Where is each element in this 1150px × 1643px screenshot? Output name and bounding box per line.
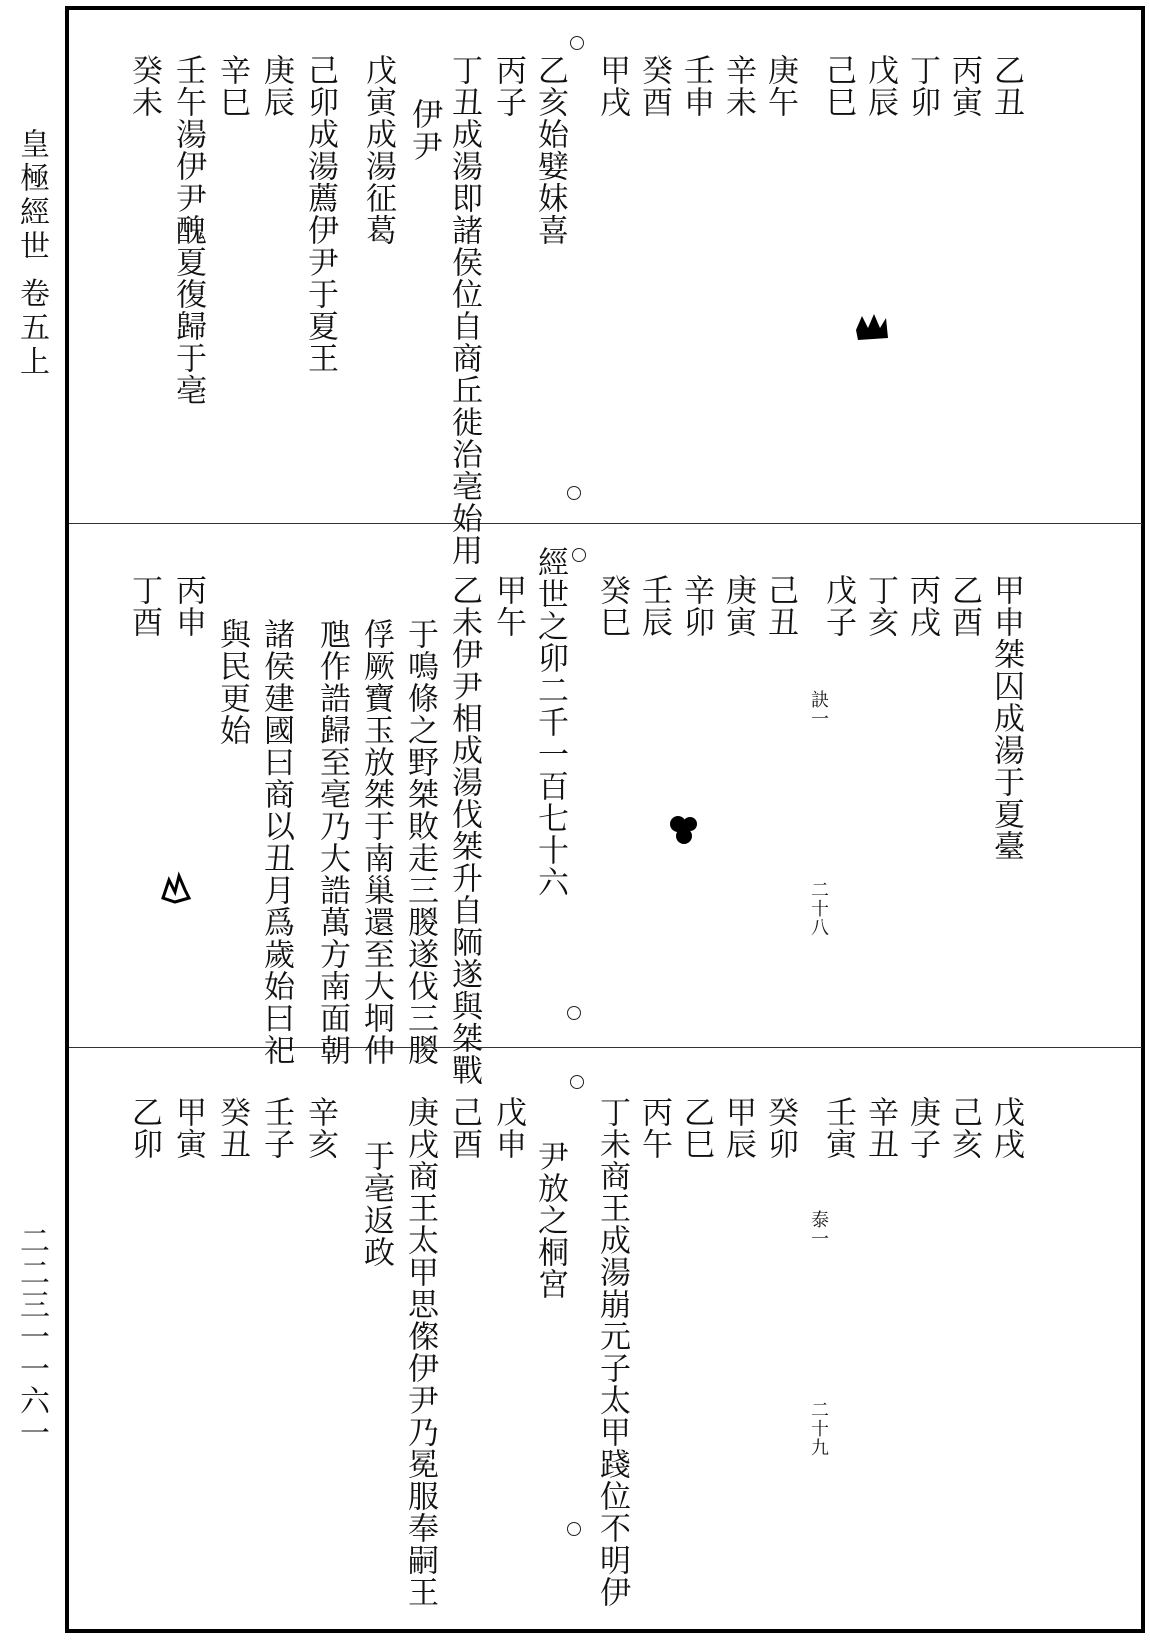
circle-mark	[572, 548, 586, 562]
seal-mark-icon	[852, 308, 892, 357]
year-entry: 乙丑	[988, 54, 1024, 118]
year-entry: 甲戌	[594, 54, 630, 118]
year-entry: 戊申	[490, 1096, 526, 1160]
year-entry: 乙卯	[126, 1096, 162, 1160]
year-entry: 甲辰	[720, 1096, 756, 1160]
year-entry: 庚午	[762, 54, 798, 118]
year-entry: 戊寅成湯征葛	[360, 54, 396, 246]
year-entry: 辛巳	[214, 54, 250, 118]
continuation-line: 尹放之桐宮	[532, 1140, 568, 1300]
year-entry: 壬午湯伊尹醜夏復歸于亳	[170, 54, 206, 406]
page-number: 二二三一一六一	[14, 1225, 49, 1449]
year-entry: 庚寅	[720, 574, 756, 638]
year-entry: 戊辰	[862, 54, 898, 118]
year-entry: 乙亥始嬖妺喜	[532, 54, 568, 246]
year-entry: 丙子	[490, 54, 526, 118]
marginal-note: 泰一	[808, 1210, 829, 1248]
year-entry: 庚子	[904, 1096, 940, 1160]
year-entry: 癸卯	[762, 1096, 798, 1160]
circle-mark	[567, 1006, 581, 1020]
year-entry: 丁未商王成湯崩元子太甲踐位不明伊	[594, 1096, 630, 1608]
cycle-heading: 經世之卯二千一百七十六	[532, 546, 568, 898]
year-entry: 甲申桀囚成湯于夏臺	[988, 574, 1024, 862]
year-entry: 甲午	[490, 574, 526, 638]
continuation-line: 伊尹	[406, 98, 442, 162]
year-entry: 辛卯	[678, 574, 714, 638]
year-entry: 戊戌	[988, 1096, 1024, 1160]
continuation-line: 虺作誥歸至亳乃大誥萬方南面朝	[314, 618, 350, 1066]
year-entry: 辛亥	[302, 1096, 338, 1160]
book-title: 皇極經世 卷五上	[14, 128, 49, 380]
continuation-line: 與民更始	[214, 618, 250, 746]
year-entry: 丙申	[170, 574, 206, 638]
year-entry: 壬子	[258, 1096, 294, 1160]
year-entry: 丙午	[636, 1096, 672, 1160]
year-entry: 辛未	[720, 54, 756, 118]
year-entry: 丁丑成湯即諸侯位自商丘徙治亳始用	[446, 54, 482, 566]
marginal-note: 訣一	[808, 690, 829, 728]
section-divider	[69, 1047, 1142, 1048]
year-entry: 庚戌商王太甲思𠍇伊尹乃冕服奉嗣王	[402, 1096, 438, 1608]
year-entry: 丙寅	[946, 54, 982, 118]
year-entry: 癸酉	[636, 54, 672, 118]
year-entry: 丙戌	[904, 574, 940, 638]
marginal-note: 二十九	[808, 1400, 829, 1457]
year-entry: 己卯成湯薦伊尹于夏王	[302, 54, 338, 374]
continuation-line: 于鳴條之野桀敗走三朡遂伐三朡	[402, 618, 438, 1066]
year-entry: 壬寅	[820, 1096, 856, 1160]
section-divider	[69, 523, 1142, 524]
year-entry: 乙巳	[678, 1096, 714, 1160]
year-entry: 乙未伊尹相成湯伐桀升自陑遂與桀戰	[446, 574, 482, 1086]
circle-mark	[570, 36, 584, 50]
year-entry: 己丑	[762, 574, 798, 638]
year-entry: 戊子	[820, 574, 856, 638]
year-entry: 癸丑	[214, 1096, 250, 1160]
year-entry: 丁亥	[862, 574, 898, 638]
year-entry: 辛丑	[862, 1096, 898, 1160]
circle-mark	[567, 1522, 581, 1536]
year-entry: 甲寅	[170, 1096, 206, 1160]
year-entry: 癸巳	[594, 574, 630, 638]
year-entry: 壬申	[678, 54, 714, 118]
continuation-line: 于亳返政	[358, 1140, 394, 1268]
ink-blot-icon	[664, 810, 704, 859]
year-entry: 己酉	[446, 1096, 482, 1160]
year-entry: 己巳	[820, 54, 856, 118]
year-entry: 乙酉	[946, 574, 982, 638]
year-entry: 癸未	[126, 54, 162, 118]
year-entry: 壬辰	[636, 574, 672, 638]
year-entry: 丁卯	[904, 54, 940, 118]
year-entry: 丁酉	[126, 574, 162, 638]
year-entry: 己亥	[946, 1096, 982, 1160]
circle-mark	[567, 486, 581, 500]
continuation-line: 俘厥寶玉放桀于南巢還至大坰仲	[358, 618, 394, 1066]
continuation-line: 諸侯建國曰商以丑月爲歲始曰祀	[258, 618, 294, 1066]
circle-mark	[570, 1075, 584, 1089]
ink-stain-icon	[155, 868, 195, 917]
year-entry: 庚辰	[258, 54, 294, 118]
marginal-note: 二十八	[808, 880, 829, 937]
